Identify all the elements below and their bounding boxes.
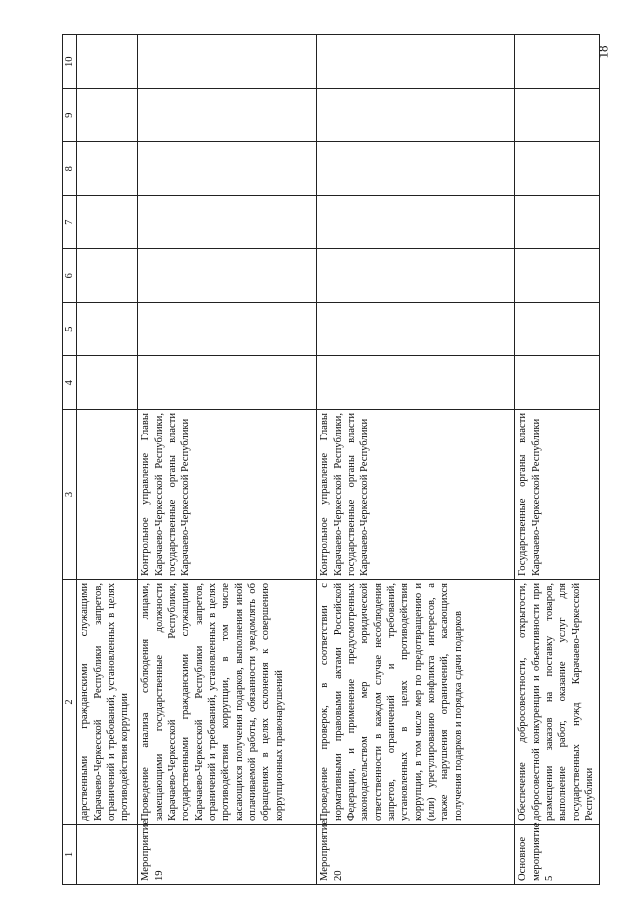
empty-cell — [138, 356, 317, 410]
empty-cell — [317, 142, 515, 196]
activity-code — [77, 825, 138, 885]
empty-cell — [138, 196, 317, 250]
empty-cell — [515, 356, 600, 410]
header-col-1: 1 — [63, 825, 77, 885]
table-row — [138, 35, 317, 885]
empty-cell — [138, 303, 317, 357]
table-row — [515, 35, 600, 885]
activity-code: Основное мероприятие 5 — [515, 825, 600, 885]
empty-cell — [77, 89, 138, 143]
table-row — [317, 35, 515, 885]
program-activities-table — [62, 35, 600, 886]
empty-cell — [317, 356, 515, 410]
empty-cell — [138, 35, 317, 89]
responsible-executor: Государственные органы власти Карачаево-Черкесской Республики — [515, 410, 600, 580]
activity-code: Мероприятие 20 — [317, 825, 515, 885]
empty-cell — [77, 196, 138, 250]
header-col-7: 7 — [63, 196, 77, 250]
responsible-executor: Контрольное управление Главы Карачаево-Черкесской Республики, государственные органы власти Карачаево-Черкесской Республики — [317, 410, 515, 580]
empty-cell — [77, 249, 138, 303]
empty-cell — [317, 303, 515, 357]
table-row — [77, 35, 138, 885]
empty-cell — [77, 356, 138, 410]
empty-cell — [138, 89, 317, 143]
activity-code: Мероприятие 19 — [138, 825, 317, 885]
header-col-4: 4 — [63, 356, 77, 410]
header-col-10: 10 — [63, 35, 77, 89]
empty-cell — [317, 35, 515, 89]
activity-description: дарственными гражданскими служащими Карачаево-Черкесской Республики запретов, ограничений и требований, установленных в целях противодействия коррупции — [77, 580, 138, 825]
responsible-executor — [77, 410, 138, 580]
empty-cell — [317, 196, 515, 250]
empty-cell — [515, 303, 600, 357]
responsible-executor: Контрольное управление Главы Карачаево-Черкесской Республики, государственные органы власти Карачаево-Черкесской Республики — [138, 410, 317, 580]
header-col-3: 3 — [63, 410, 77, 580]
header-col-5: 5 — [63, 303, 77, 357]
header-row — [63, 35, 77, 885]
activity-description: Обеспечение добросовестности, открытости, добросовестной конкуренции и объективности при размещении заказов на поставку товаров, выполнение работ, оказание услуг для государственных нужд Карачаево-Черкесской Республики — [515, 580, 600, 825]
rotated-table-container — [62, 35, 595, 885]
header-col-9: 9 — [63, 89, 77, 143]
empty-cell — [77, 303, 138, 357]
empty-cell — [515, 142, 600, 196]
empty-cell — [77, 142, 138, 196]
activity-description: Проведение проверок, в соответствии с нормативными правовыми актами Российской Федерации, и применение предусмотренных законодательством мер юридической ответственности в каждом случае несоблюдения запретов, ограничений и требований, установленных в целях противодействия коррупции, в том числе мер по предотвращению и (или) урегулированию конфликта интересов, а также нарушения ограничений, касающихся получения подарков и порядка сдачи подарков — [317, 580, 515, 825]
header-col-2: 2 — [63, 580, 77, 825]
empty-cell — [317, 89, 515, 143]
empty-cell — [515, 35, 600, 89]
header-col-8: 8 — [63, 142, 77, 196]
page-number: 18 — [595, 45, 611, 59]
empty-cell — [138, 142, 317, 196]
empty-cell — [138, 249, 317, 303]
empty-cell — [515, 249, 600, 303]
activity-description: Проведение анализа соблюдения лицами, замещающими государственные должности Карачаево-Черкесской Республики, государственными гражданскими служащими Карачаево-Черкесской Республики запретов, ограничений и требований, установленных в целях противодействия коррупции, в том числе касающихся получения подарков, выполнения иной оплачиваемой работы, обязанности уведомлять об обращениях в целях склонения к совершению коррупционных правонарушений — [138, 580, 317, 825]
empty-cell — [317, 249, 515, 303]
header-col-6: 6 — [63, 249, 77, 303]
empty-cell — [515, 196, 600, 250]
empty-cell — [515, 89, 600, 143]
empty-cell — [77, 35, 138, 89]
